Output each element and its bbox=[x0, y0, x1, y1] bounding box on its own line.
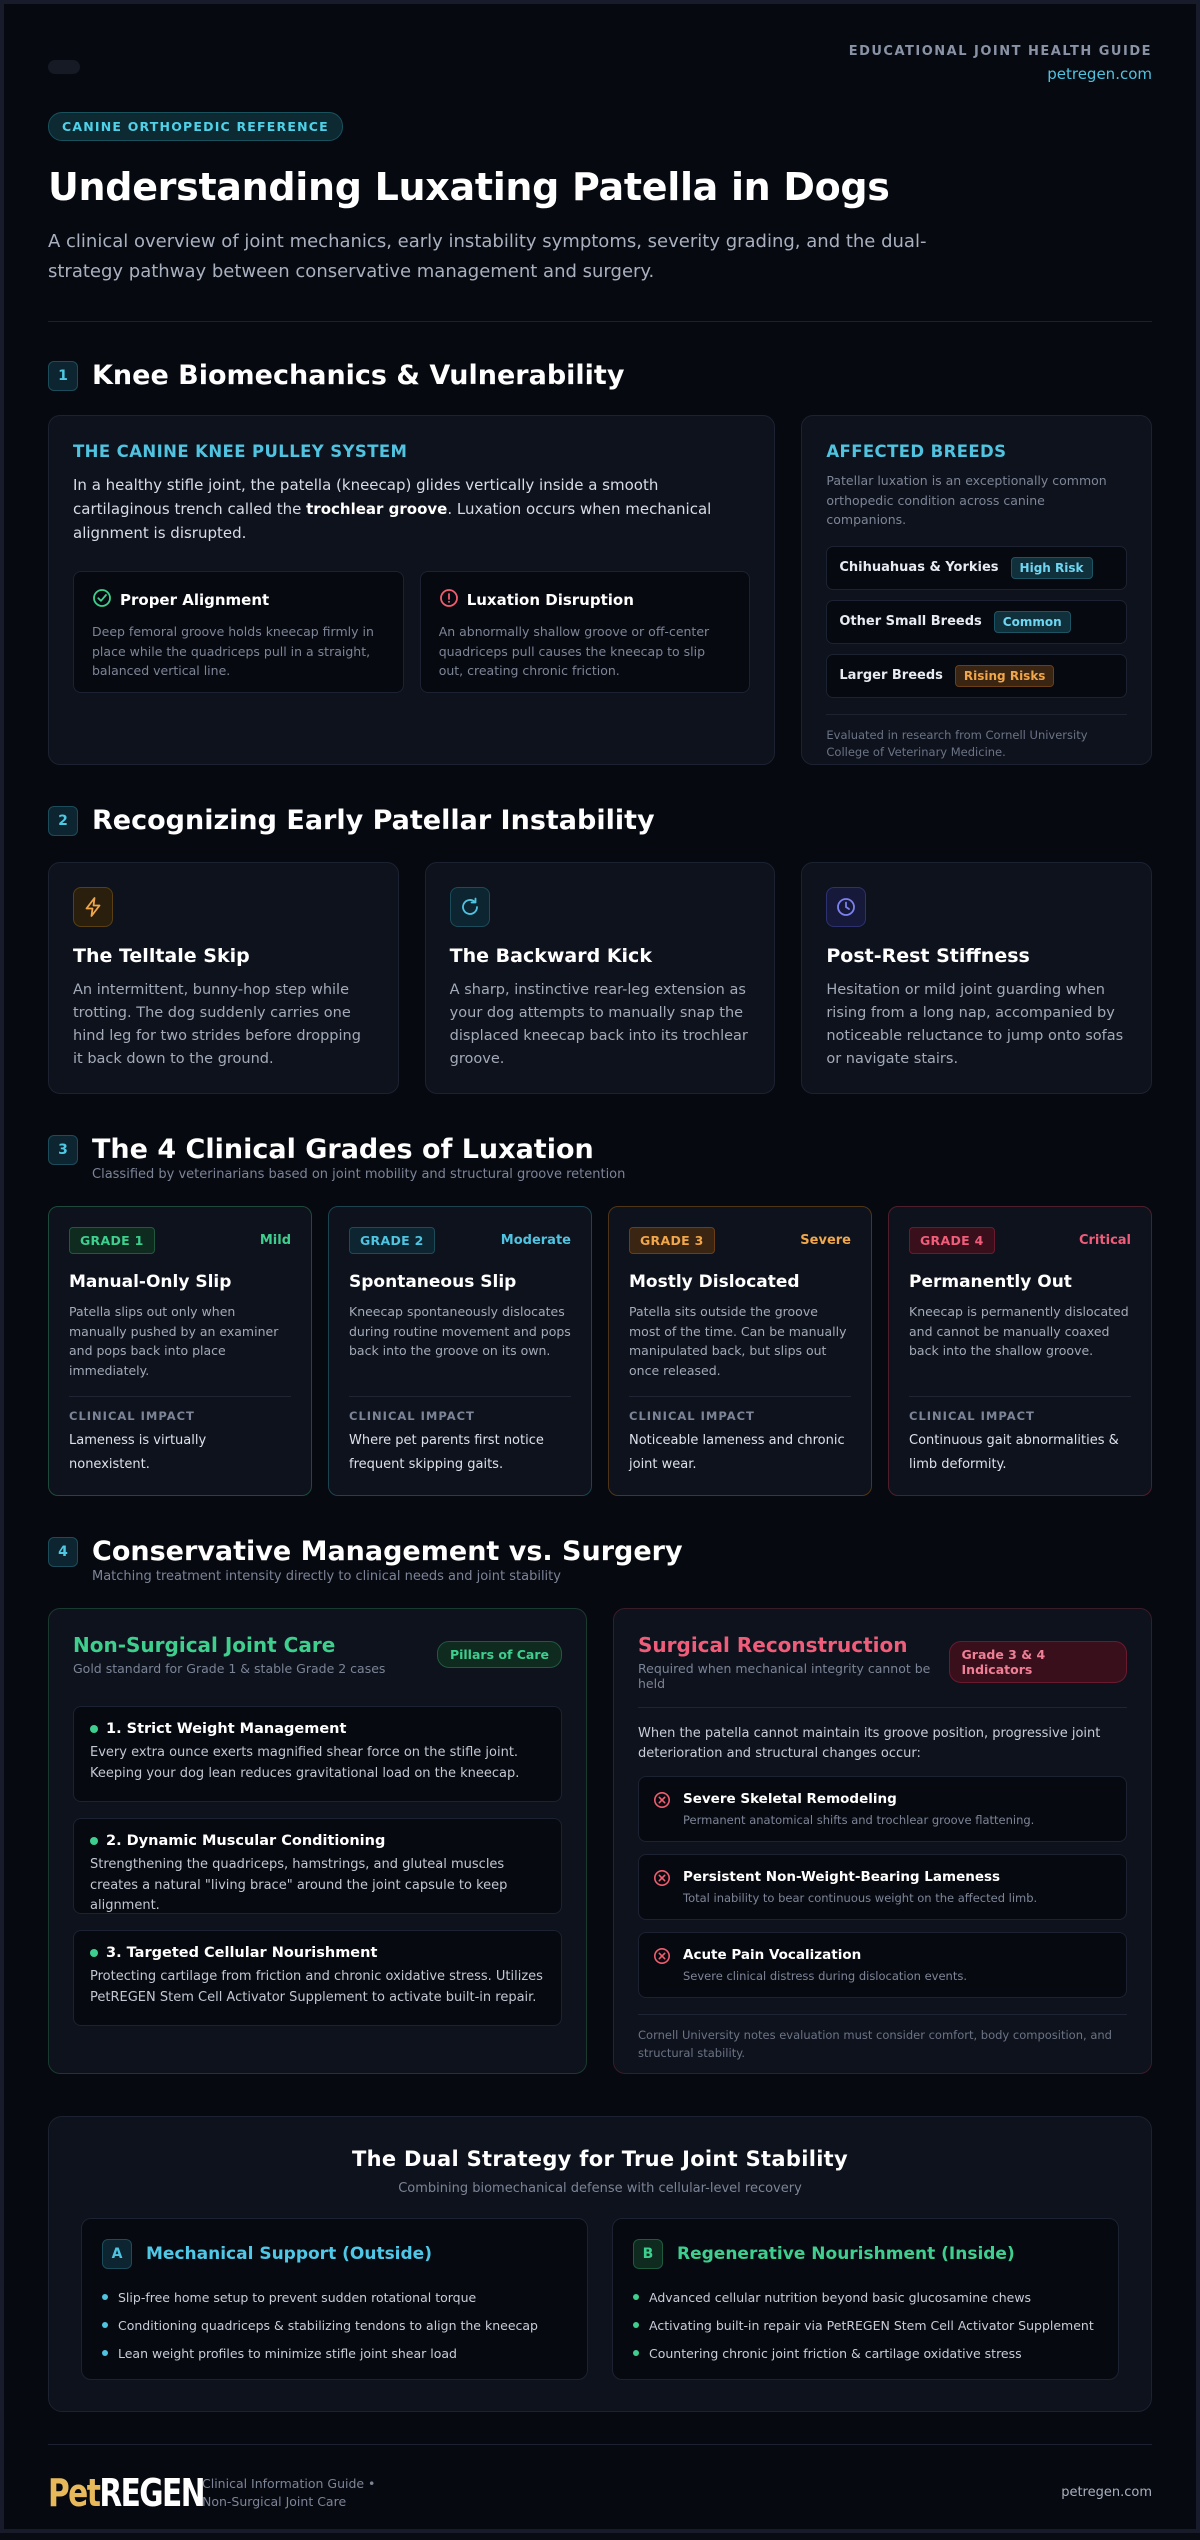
severity-label: Moderate bbox=[500, 1233, 571, 1248]
regenerative-nourishment-column bbox=[612, 2218, 1119, 2380]
care-pillar bbox=[73, 1706, 562, 1802]
x-circle-icon bbox=[653, 1791, 671, 1827]
bullet-dot-icon bbox=[102, 2294, 108, 2300]
symptom-title: The Telltale Skip bbox=[73, 945, 250, 967]
treatment-title: Non-Surgical Joint Care bbox=[73, 1633, 336, 1657]
pulley-text-b: . Luxation occurs when mechanical alignment is disrupted. bbox=[73, 500, 712, 542]
dual-subtitle: Combining biomechanical defense with cellular-level recovery bbox=[398, 2181, 802, 2196]
symptom-title: Post-Rest Stiffness bbox=[826, 945, 1030, 967]
care-pillar bbox=[73, 1930, 562, 2026]
treatment-subtitle: Required when mechanical integrity cannot be held bbox=[638, 1661, 931, 1691]
impact-text: Noticeable lameness and chronic joint wear. bbox=[629, 1433, 845, 1472]
footer-info-line: Non-Surgical Joint Care bbox=[202, 2493, 347, 2509]
severity-label: Critical bbox=[1078, 1233, 1131, 1248]
sign-title: Severe Skeletal Remodeling bbox=[683, 1791, 897, 1807]
pillar-text: Every extra ounce exerts magnified shear force on the stifle joint. Keeping your dog lean reduces gravitational load on the kneecap. bbox=[90, 1745, 520, 1781]
grades-row bbox=[48, 1206, 1152, 1496]
risk-tag: High Risk bbox=[1011, 557, 1093, 579]
symptom-text: Hesitation or mild joint guarding when rising from a long nap, accompanied by noticeable reluctance to jump onto sofas or navigate stairs. bbox=[826, 982, 1124, 1067]
grade-title: Mostly Dislocated bbox=[629, 1272, 800, 1292]
dual-columns bbox=[81, 2218, 1119, 2380]
alert-circle-icon bbox=[439, 588, 459, 612]
pillar-title: 1. Strict Weight Management bbox=[106, 1721, 347, 1737]
page-title: Understanding Luxating Patella in Dogs bbox=[48, 165, 890, 209]
check-circle-icon bbox=[92, 588, 112, 612]
breed-row bbox=[826, 600, 1127, 644]
surgical-card bbox=[613, 1608, 1152, 2074]
mechanical-support-column bbox=[81, 2218, 588, 2380]
x-circle-icon bbox=[653, 1869, 671, 1905]
breed-name: Chihuahuas & Yorkies bbox=[839, 560, 999, 575]
lightning-icon bbox=[73, 887, 113, 927]
treatment-subtitle: Gold standard for Grade 1 & stable Grade 2 cases bbox=[73, 1661, 386, 1676]
pulley-description bbox=[73, 473, 750, 545]
symptom-text: An intermittent, bunny-hop step while trotting. The dog suddenly carries one hind leg for two strides before dropping it back down to the ground. bbox=[73, 982, 361, 1067]
impact-label: CLINICAL IMPACT bbox=[909, 1409, 1035, 1423]
breeds-source-note: Evaluated in research from Cornell University College of Veterinary Medicine. bbox=[826, 714, 1127, 761]
reference-badge: CANINE ORTHOPEDIC REFERENCE bbox=[48, 112, 343, 141]
dual-title: The Dual Strategy for True Joint Stability bbox=[351, 2147, 849, 2171]
strategy-list bbox=[633, 2283, 1098, 2367]
symptom-card bbox=[48, 862, 399, 1094]
symptom-text: A sharp, instinctive rear-leg extension as your dog attempts to manually snap the displaced kneecap back into its trochlear groove. bbox=[449, 982, 748, 1067]
x-circle-icon bbox=[653, 1947, 671, 1983]
pillar-text: Protecting cartilage from friction and chronic oxidative stress. Utilizes PetREGEN Stem Cell Activator Supplement to activate built-in repair. bbox=[90, 1969, 543, 2005]
bullet-dot-icon bbox=[90, 1837, 98, 1845]
indicators-pill: Grade 3 & 4 Indicators bbox=[949, 1641, 1127, 1683]
bullet-dot-icon bbox=[633, 2294, 639, 2300]
grade-card bbox=[888, 1206, 1152, 1496]
clinical-impact bbox=[349, 1396, 571, 1477]
grade-title: Manual-Only Slip bbox=[69, 1272, 232, 1292]
section-title: Knee Biomechanics & Vulnerability bbox=[92, 360, 625, 391]
surgical-note: Cornell University notes evaluation must consider comfort, body composition, and structural stability. bbox=[638, 2014, 1127, 2062]
section-subtitle: Classified by veterinarians based on joint mobility and structural groove retention bbox=[92, 1167, 626, 1182]
breed-name: Larger Breeds bbox=[839, 668, 943, 683]
breed-row bbox=[826, 546, 1127, 590]
sign-text: Permanent anatomical shifts and trochlear groove flattening. bbox=[683, 1813, 1035, 1827]
impact-label: CLINICAL IMPACT bbox=[629, 1409, 755, 1423]
pulley-text-bold: trochlear groove bbox=[306, 500, 448, 518]
grade-title: Permanently Out bbox=[909, 1272, 1072, 1292]
list-item bbox=[633, 2283, 1098, 2311]
surgical-intro: When the patella cannot maintain its groove position, progressive joint deterioration and structural changes occur: bbox=[638, 1707, 1127, 1764]
footer-info-line: Clinical Information Guide • bbox=[202, 2475, 376, 2491]
sign-title: Acute Pain Vocalization bbox=[683, 1947, 862, 1963]
symptom-card bbox=[425, 862, 776, 1094]
section-title: The 4 Clinical Grades of Luxation bbox=[92, 1134, 594, 1165]
header bbox=[48, 4, 1152, 104]
non-surgical-card bbox=[48, 1608, 587, 2074]
pillar-title: 3. Targeted Cellular Nourishment bbox=[106, 1945, 378, 1961]
surgical-sign bbox=[638, 1932, 1127, 1998]
impact-label: CLINICAL IMPACT bbox=[69, 1409, 195, 1423]
guide-label: EDUCATIONAL JOINT HEALTH GUIDE bbox=[848, 44, 1152, 59]
sub-card-text: Deep femoral groove holds kneecap firmly in place while the quadriceps pull in a straight, balanced vertical line. bbox=[92, 624, 374, 678]
sign-title: Persistent Non-Weight-Bearing Lameness bbox=[683, 1869, 1001, 1885]
pillar-text: Strengthening the quadriceps, hamstrings, and gluteal muscles creates a natural "living brace" around the joint capsule to keep alignment. bbox=[90, 1857, 508, 1913]
clinical-impact bbox=[629, 1396, 851, 1477]
symptom-card bbox=[801, 862, 1152, 1094]
severity-label: Severe bbox=[800, 1233, 851, 1248]
impact-text: Continuous gait abnormalities & limb deformity. bbox=[909, 1433, 1119, 1472]
header-site-link[interactable]: petregen.com bbox=[1047, 65, 1152, 83]
treatment-row bbox=[48, 1608, 1152, 2074]
card-kicker: THE CANINE KNEE PULLEY SYSTEM bbox=[73, 442, 408, 461]
page-subtitle: A clinical overview of joint mechanics, early instability symptoms, severity grading, and the dual-strategy pathway between conservative management and surgery. bbox=[48, 231, 927, 282]
list-item-text: Advanced cellular nutrition beyond basic glucosamine chews bbox=[649, 2289, 1032, 2305]
sign-text: Severe clinical distress during dislocation events. bbox=[683, 1969, 967, 1983]
section-number: 2 bbox=[48, 806, 78, 836]
footer bbox=[48, 2444, 1152, 2540]
grade-card bbox=[48, 1206, 312, 1496]
section-1-header bbox=[48, 360, 1152, 391]
strategy-list bbox=[102, 2283, 567, 2367]
grade-badge: GRADE 4 bbox=[909, 1227, 995, 1254]
treatment-title: Surgical Reconstruction bbox=[638, 1633, 908, 1657]
sub-card-title: Luxation Disruption bbox=[466, 591, 634, 609]
footer-site-link[interactable]: petregen.com bbox=[1061, 2485, 1152, 2500]
section-number: 1 bbox=[48, 361, 78, 391]
list-item bbox=[633, 2339, 1098, 2367]
list-item-text: Lean weight profiles to minimize stifle joint shear load bbox=[118, 2345, 457, 2361]
risk-tag: Rising Risks bbox=[955, 665, 1055, 687]
section-number: 3 bbox=[48, 1135, 78, 1165]
pulley-text-a: In a healthy stifle joint, the patella (kneecap) glides vertically inside a smooth cartilaginous trench called the bbox=[73, 476, 659, 518]
affected-breeds-card bbox=[801, 415, 1152, 765]
column-letter: B bbox=[633, 2239, 663, 2269]
breeds-intro: Patellar luxation is an exceptionally common orthopedic condition across canine companions. bbox=[826, 473, 1107, 527]
column-title: Regenerative Nourishment (Inside) bbox=[677, 2244, 1015, 2264]
impact-text: Lameness is virtually nonexistent. bbox=[69, 1433, 207, 1472]
section-title: Recognizing Early Patellar Instability bbox=[92, 805, 655, 836]
list-item-text: Slip-free home setup to prevent sudden rotational torque bbox=[118, 2289, 477, 2305]
care-pillar bbox=[73, 1818, 562, 1914]
bullet-dot-icon bbox=[90, 1725, 98, 1733]
impact-label: CLINICAL IMPACT bbox=[349, 1409, 475, 1423]
bullet-dot-icon bbox=[633, 2350, 639, 2356]
severity-label: Mild bbox=[259, 1233, 291, 1248]
clinical-impact bbox=[909, 1396, 1131, 1477]
pillars-pill: Pillars of Care bbox=[437, 1641, 562, 1668]
breed-row bbox=[826, 654, 1127, 698]
grade-title: Spontaneous Slip bbox=[349, 1272, 517, 1292]
column-title: Mechanical Support (Outside) bbox=[146, 2244, 432, 2264]
list-item bbox=[633, 2311, 1098, 2339]
logo-placeholder bbox=[48, 60, 80, 74]
logo-pet: Pet bbox=[48, 2470, 100, 2515]
grade-text: Kneecap spontaneously dislocates during routine movement and pops back into the groove on its own. bbox=[349, 1304, 571, 1358]
proper-alignment-card bbox=[73, 571, 404, 693]
section-title: Conservative Management vs. Surgery bbox=[92, 1536, 683, 1567]
sub-card-title: Proper Alignment bbox=[120, 591, 270, 609]
sub-card-text: An abnormally shallow groove or off-center quadriceps pull causes the kneecap to slip out, creating chronic friction. bbox=[438, 624, 710, 678]
grade-badge: GRADE 3 bbox=[629, 1227, 715, 1254]
list-item-text: Conditioning quadriceps & stabilizing tendons to align the kneecap bbox=[118, 2317, 538, 2333]
impact-text: Where pet parents first notice frequent skipping gaits. bbox=[349, 1433, 544, 1472]
pillar-title: 2. Dynamic Muscular Conditioning bbox=[106, 1833, 386, 1849]
section-2-body bbox=[48, 862, 1152, 1094]
bullet-dot-icon bbox=[633, 2322, 639, 2328]
grade-card bbox=[328, 1206, 592, 1496]
section-number: 4 bbox=[48, 1537, 78, 1567]
section-3-header bbox=[48, 1134, 1152, 1165]
bullet-dot-icon bbox=[90, 1949, 98, 1957]
symptom-title: The Backward Kick bbox=[449, 945, 652, 967]
refresh-icon bbox=[450, 887, 490, 927]
footer-info bbox=[202, 2475, 375, 2511]
clinical-impact bbox=[69, 1396, 291, 1477]
grade-card bbox=[608, 1206, 872, 1496]
breed-name: Other Small Breeds bbox=[839, 614, 982, 629]
header-right bbox=[849, 44, 1152, 83]
sign-text: Total inability to bear continuous weight on the affected limb. bbox=[683, 1891, 1038, 1905]
section-2-header bbox=[48, 805, 1152, 836]
petregen-logo bbox=[48, 2470, 204, 2515]
list-item bbox=[102, 2339, 567, 2367]
column-letter: A bbox=[102, 2239, 132, 2269]
section-4-header bbox=[48, 1536, 1152, 1567]
list-item-text: Countering chronic joint friction & cartilage oxidative stress bbox=[649, 2345, 1022, 2361]
bullet-dot-icon bbox=[102, 2350, 108, 2356]
list-item bbox=[102, 2283, 567, 2311]
alignment-cards bbox=[73, 571, 750, 693]
bullet-dot-icon bbox=[102, 2322, 108, 2328]
grade-badge: GRADE 1 bbox=[69, 1227, 155, 1254]
grade-text: Patella sits outside the groove most of the time. Can be manually manipulated back, but slips out once released. bbox=[629, 1304, 847, 1378]
clock-icon bbox=[826, 887, 866, 927]
surgical-sign bbox=[638, 1776, 1127, 1842]
list-item bbox=[102, 2311, 567, 2339]
risk-tag: Common bbox=[994, 611, 1071, 633]
surgical-sign bbox=[638, 1854, 1127, 1920]
section-1-body bbox=[48, 415, 1152, 765]
dual-strategy-panel bbox=[48, 2116, 1152, 2412]
list-item-text: Activating built-in repair via PetREGEN Stem Cell Activator Supplement bbox=[649, 2317, 1094, 2333]
grade-text: Patella slips out only when manually pushed by an examiner and pops back into place immediately. bbox=[69, 1304, 279, 1378]
logo-regen: REGEN bbox=[99, 2470, 204, 2515]
luxation-disruption-card bbox=[420, 571, 751, 693]
grade-badge: GRADE 2 bbox=[349, 1227, 435, 1254]
divider bbox=[48, 321, 1152, 322]
grade-text: Kneecap is permanently dislocated and cannot be manually coaxed back into the shallow groove. bbox=[909, 1304, 1129, 1358]
card-kicker: AFFECTED BREEDS bbox=[826, 442, 1007, 461]
section-subtitle: Matching treatment intensity directly to clinical needs and joint stability bbox=[92, 1569, 561, 1584]
pulley-system-card bbox=[48, 415, 775, 765]
